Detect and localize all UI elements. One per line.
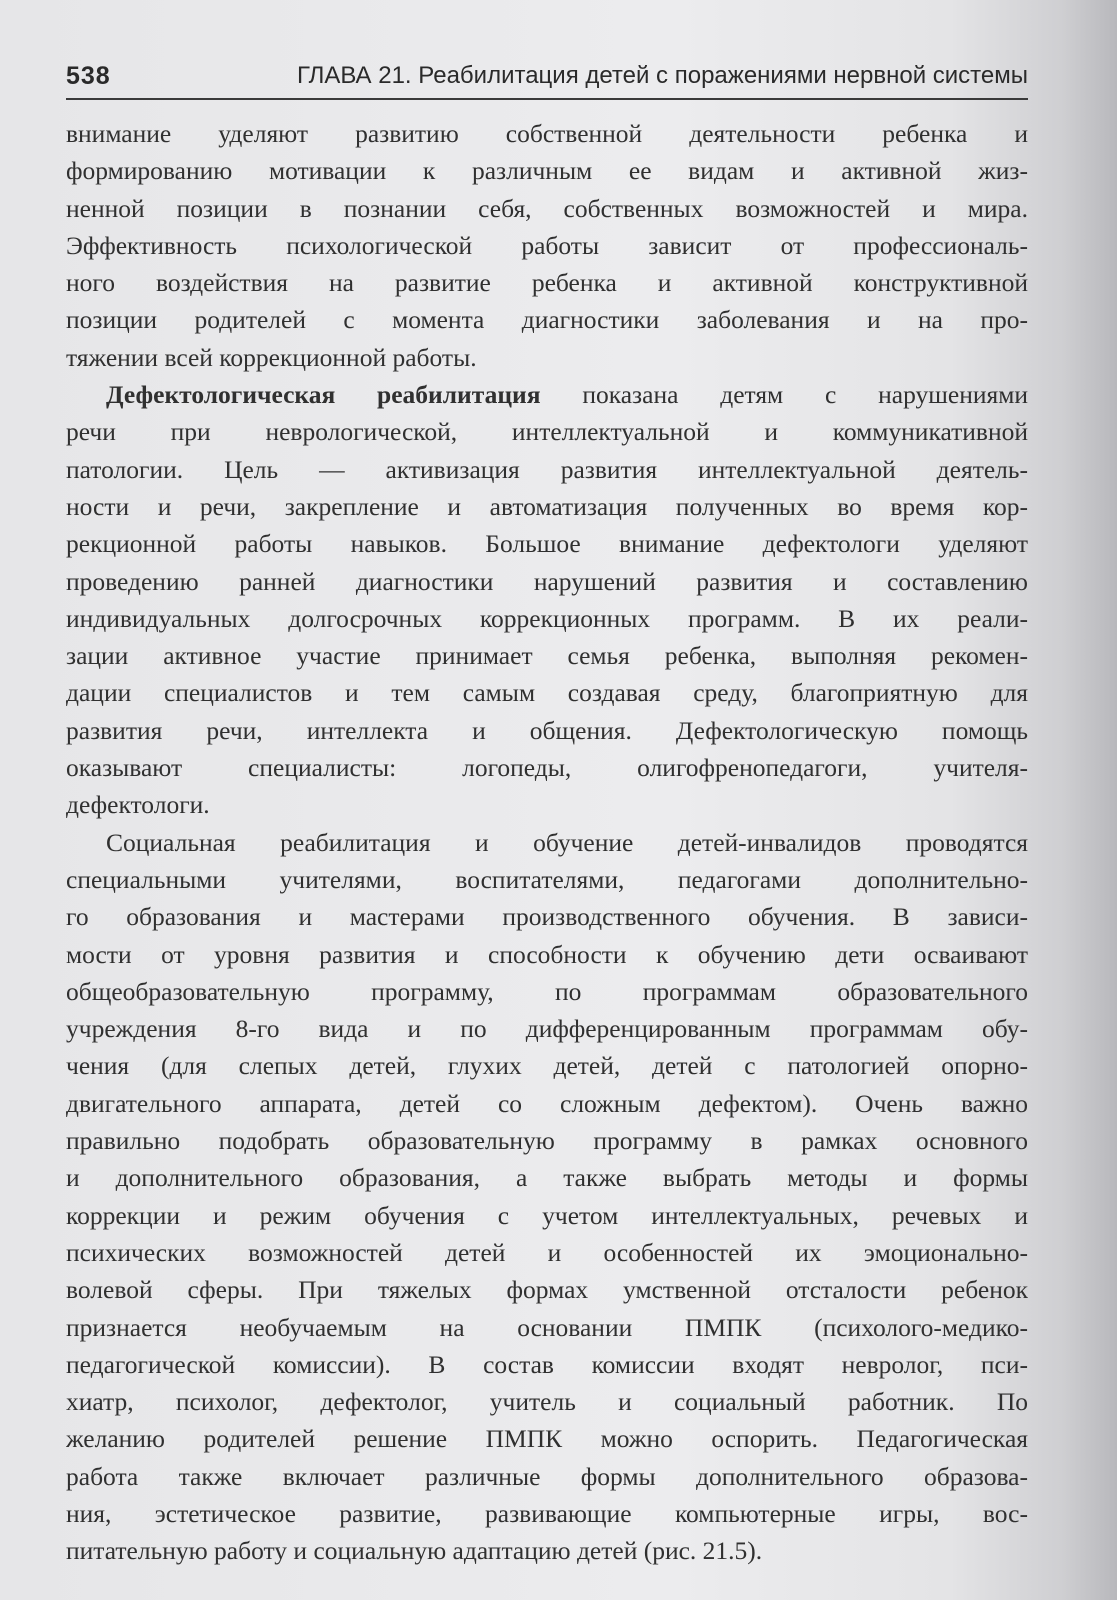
bold-term: Дефектологическая реабилитация (106, 380, 541, 410)
text-line (66, 376, 1028, 413)
text-line: волевой сферы. При тяжелых формах умственной отсталости ребенок (66, 1275, 1028, 1305)
text-line: ненной позиции в познании себя, собственных возможностей и мира. (66, 193, 1028, 223)
text-line: зации активное участие принимает семья ребенка, выполняя рекомен- (66, 641, 1028, 671)
page-number: 538 (66, 62, 111, 90)
text-run: показана детям с нарушениями (540, 380, 1028, 410)
text-line: Социальная реабилитация и обучение детей-инвалидов проводятся (106, 827, 1028, 857)
text-line: желанию родителей решение ПМПК можно оспорить. Педагогическая (66, 1424, 1028, 1454)
text-line: ния, эстетическое развитие, развивающие компьютерные игры, вос- (66, 1498, 1028, 1528)
text-line: рекционной работы навыков. Большое внимание дефектологи уделяют (66, 529, 1028, 559)
text-line: формированию мотивации к различным ее видам и активной жиз- (66, 156, 1028, 186)
text-line: патологии. Цель — активизация развития интеллектуальной деятель- (66, 454, 1028, 484)
text-line: признается необучаемым на основании ПМПК (психолого-медико- (66, 1312, 1028, 1342)
text-line: общеобразовательную программу, по программам образовательного (66, 976, 1028, 1006)
text-line: хиатр, психолог, дефектолог, учитель и социальный работник. По (66, 1387, 1028, 1417)
text-line: правильно подобрать образовательную программу в рамках основного (66, 1126, 1028, 1156)
text-line: позиции родителей с момента диагностики заболевания и на про- (66, 305, 1028, 335)
paragraph-social-rehabilitation (66, 824, 1028, 1570)
text-line: ного воздействия на развитие ребенка и активной конструктивной (66, 268, 1028, 298)
text-line: питательную работу и социальную адаптацию детей (рис. 21.5). (66, 1536, 763, 1566)
text-line: развития речи, интеллекта и общения. Дефектологическую помощь (66, 715, 1028, 745)
text-line: речи при неврологической, интеллектуальной и коммуникативной (66, 417, 1028, 447)
running-header (66, 58, 1028, 100)
paragraph-defectological-rehabilitation (66, 376, 1028, 824)
text-line: тяжении всей коррекционной работы. (66, 342, 477, 372)
text-line: коррекции и режим обучения с учетом интеллектуальных, речевых и (66, 1200, 1028, 1230)
text-line: проведению ранней диагностики нарушений развития и составлению (66, 566, 1028, 596)
text-line: работа также включает различные формы дополнительного образова- (66, 1461, 1028, 1491)
text-line: дефектологи. (66, 790, 210, 820)
text-line: специальными учителями, воспитателями, педагогами дополнительно- (66, 864, 1028, 894)
text-line: оказывают специалисты: логопеды, олигофренопедагоги, учителя- (66, 753, 1028, 783)
chapter-title: ГЛАВА 21. Реабилитация детей с поражениями нервной системы (296, 62, 1028, 89)
paragraph-psychological-work (66, 115, 1028, 376)
text-line: учреждения 8-го вида и по дифференцированным программам обу- (66, 1014, 1028, 1044)
text-line: педагогической комиссии). В состав комиссии входят невролог, пси- (66, 1349, 1028, 1379)
text-line: психических возможностей детей и особенностей их эмоционально- (66, 1237, 1028, 1267)
text-line: индивидуальных долгосрочных коррекционных программ. В их реали- (66, 603, 1028, 633)
text-line: го образования и мастерами производственного обучения. В зависи- (66, 902, 1028, 932)
text-line: чения (для слепых детей, глухих детей, детей с патологией опорно- (66, 1051, 1028, 1081)
text-line: двигательного аппарата, детей со сложным дефектом). Очень важно (66, 1088, 1028, 1118)
text-line: дации специалистов и тем самым создавая среду, благоприятную для (66, 678, 1028, 708)
text-line: ности и речи, закрепление и автоматизация полученных во время кор- (66, 491, 1028, 521)
text-line: Эффективность психологической работы зависит от профессиональ- (66, 230, 1028, 260)
body-text (66, 115, 1028, 1570)
text-line: внимание уделяют развитию собственной деятельности ребенка и (66, 119, 1028, 148)
text-line: мости от уровня развития и способности к обучению дети осваивают (66, 939, 1028, 969)
text-line: и дополнительного образования, а также выбрать методы и формы (66, 1163, 1028, 1193)
